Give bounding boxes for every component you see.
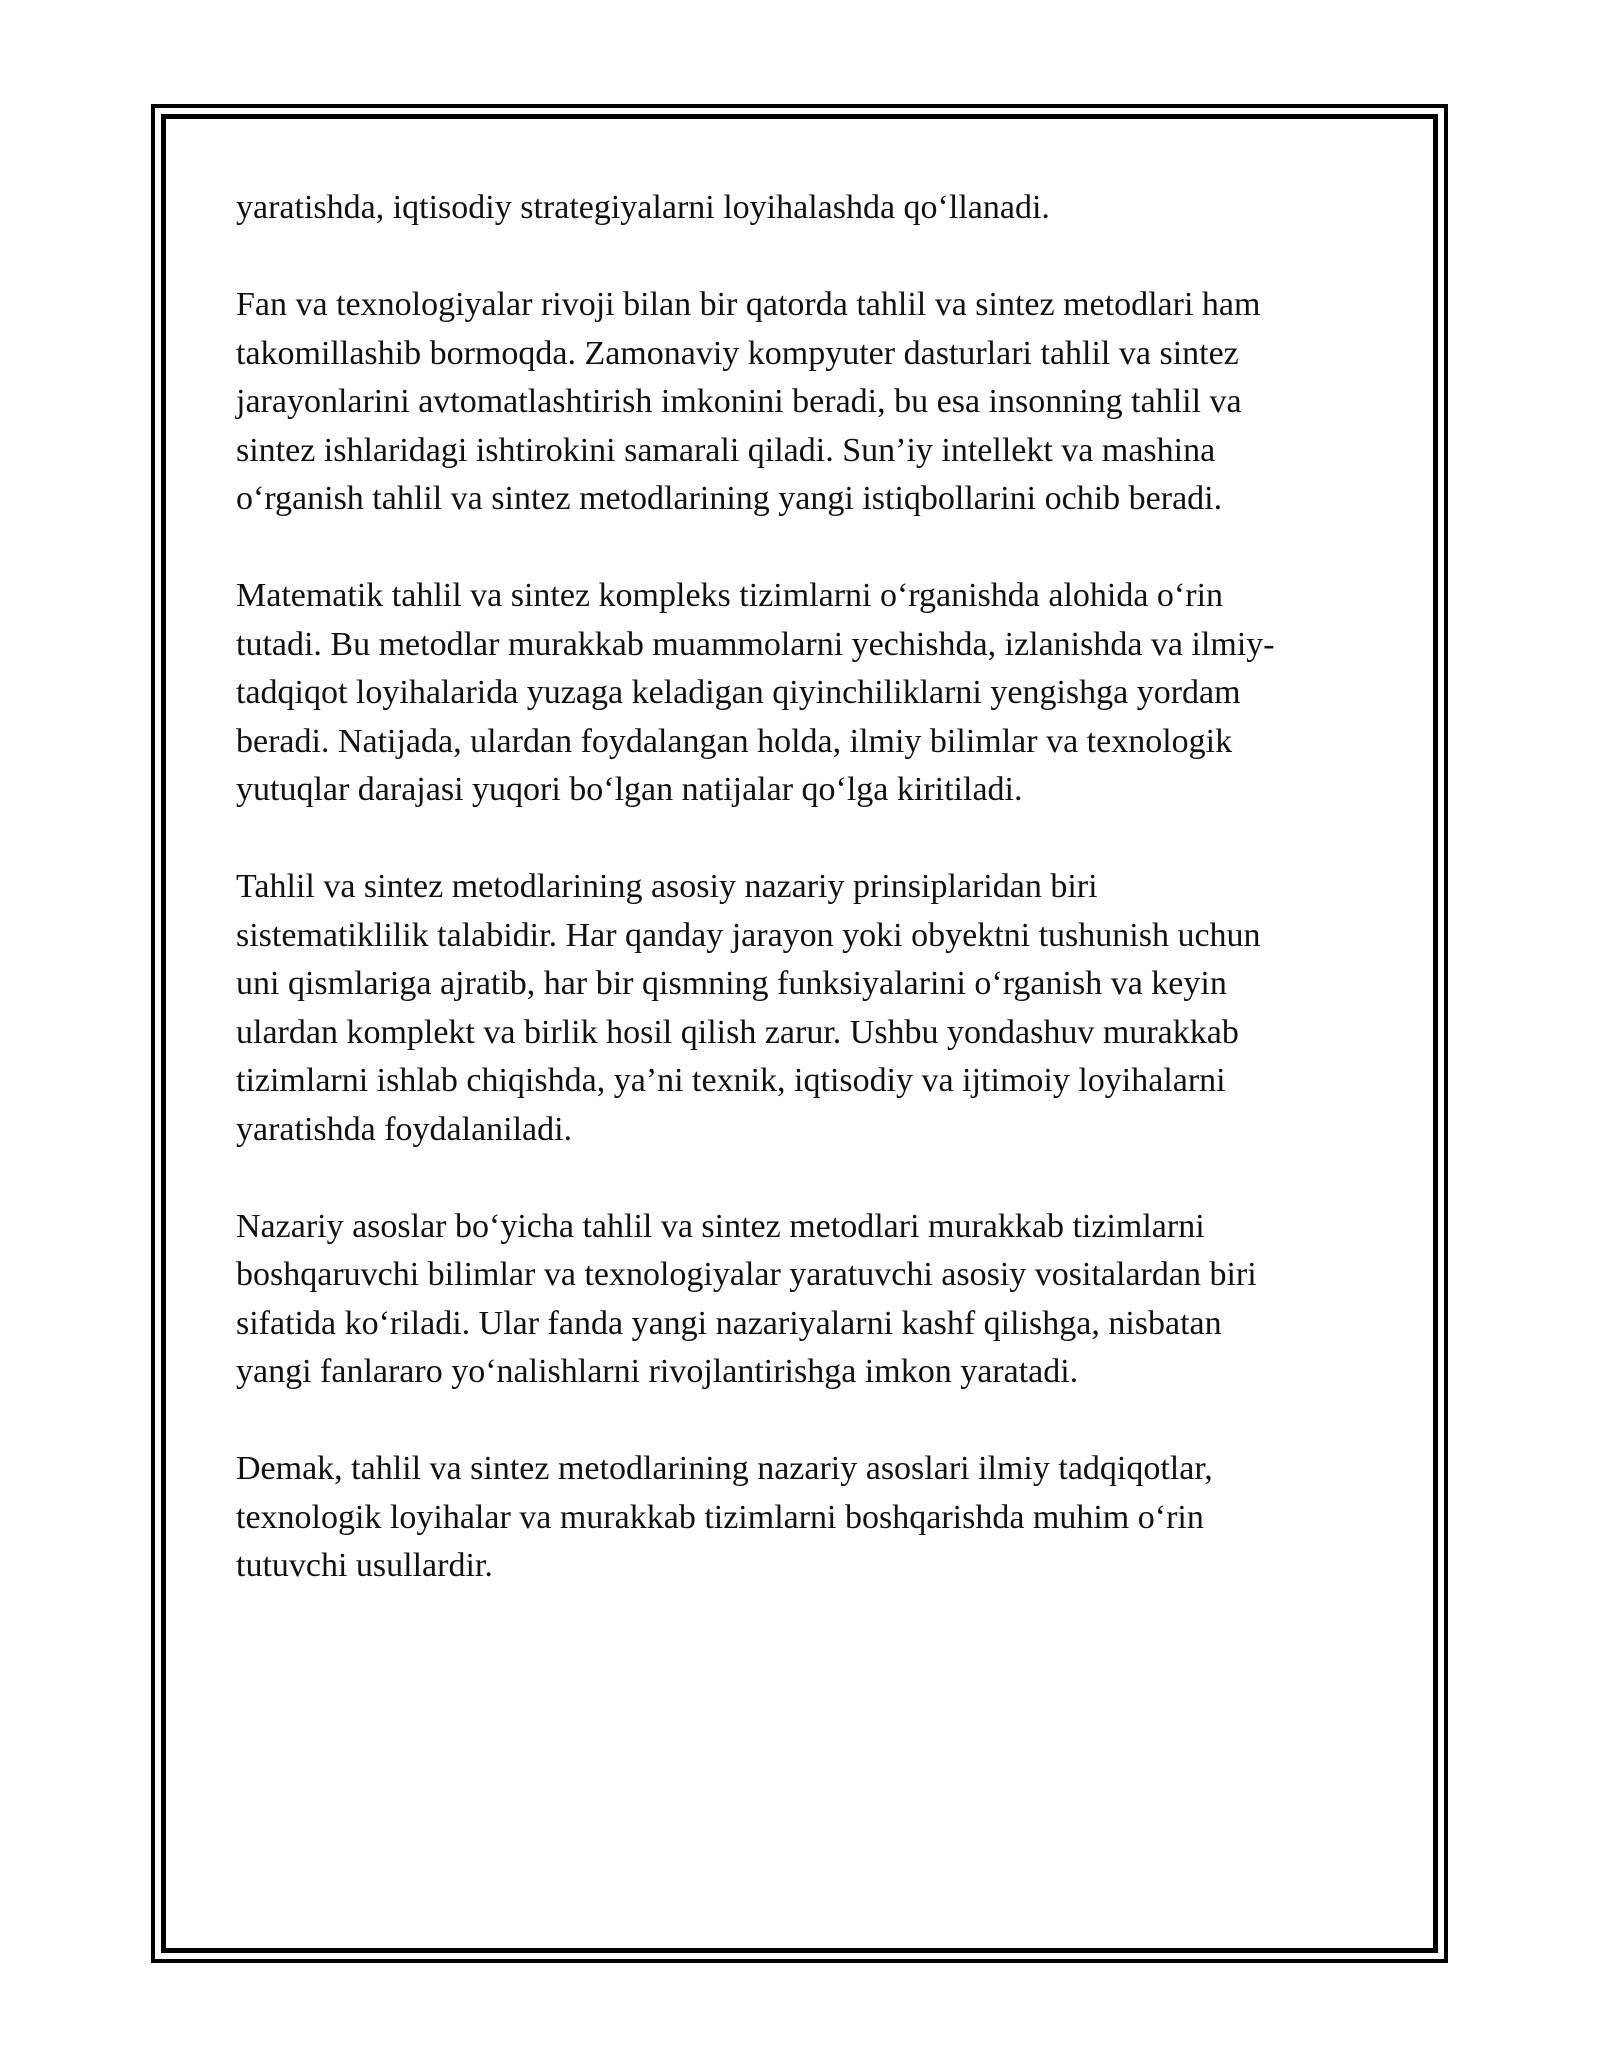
text-line: jarayonlarini avtomatlashtirish imkonini beradi, bu esa insonning tahlil va (236, 383, 1242, 420)
text-line: yutuqlar darajasi yuqori boʻlgan natijalar qoʻlga kiritiladi. (236, 771, 1023, 808)
text-line: Matematik tahlil va sintez kompleks tizimlarni oʻrganishda alohida oʻrin (236, 577, 1224, 614)
text-line: takomillashib bormoqda. Zamonaviy kompyuter dasturlari tahlil va sintez (236, 334, 1239, 372)
text-line: oʻrganish tahlil va sintez metodlarining yangi istiqbollarini ochib beradi. (236, 480, 1223, 517)
text-line: boshqaruvchi bilimlar va texnologiyalar yaratuvchi asosiy vositalardan biri (236, 1256, 1257, 1293)
text-line: uni qismlariga ajratib, har bir qismning funksiyalarini oʻrganish va keyin (236, 965, 1227, 1002)
text-line: sintez ishlaridagi ishtirokini samarali qiladi. Sun’iy intellekt va mashina (236, 431, 1216, 469)
paragraph-3 (236, 572, 1376, 815)
text-line: sistematiklilik talabidir. Har qanday jarayon yoki obyektni tushunish uchun (236, 916, 1261, 954)
text-line: yaratishda foydalaniladi. (236, 1110, 573, 1148)
text-line: ulardan komplekt va birlik hosil qilish zarur. Ushbu yondashuv murakkab (236, 1013, 1239, 1051)
text-line: Tahlil va sintez metodlarining asosiy nazariy prinsiplaridan biri (236, 868, 1098, 905)
text-line: tutadi. Bu metodlar murakkab muammolarni yechishda, izlanishda va ilmiy- (236, 625, 1275, 663)
text-line: tadqiqot loyihalarida yuzaga keladigan qiyinchiliklarni yengishga yordam (236, 674, 1241, 711)
text-line: tutuvchi usullardir. (236, 1547, 493, 1584)
paragraph-4 (236, 863, 1376, 1154)
text-line: Demak, tahlil va sintez metodlarining nazariy asoslari ilmiy tadqiqotlar, (236, 1450, 1213, 1487)
paragraph-6 (236, 1445, 1376, 1591)
text-line: Fan va texnologiyalar rivoji bilan bir qatorda tahlil va sintez metodlari ham (236, 286, 1261, 323)
document-body (236, 184, 1376, 1639)
paragraph-5 (236, 1203, 1376, 1397)
text-line: tizimlarni ishlab chiqishda, ya’ni texnik, iqtisodiy va ijtimoiy loyihalarni (236, 1062, 1226, 1099)
text-line: Nazariy asoslar boʻyicha tahlil va sintez metodlari murakkab tizimlarni (236, 1207, 1205, 1245)
text-line: texnologik loyihalar va murakkab tizimlarni boshqarishda muhim oʻrin (236, 1498, 1204, 1536)
paragraph-1 (236, 184, 1376, 233)
text-line: yangi fanlararo yoʻnalishlarni rivojlantirishga imkon yaratadi. (236, 1353, 1079, 1390)
paragraph-2 (236, 281, 1376, 524)
text-line: beradi. Natijada, ulardan foydalangan holda, ilmiy bilimlar va texnologik (236, 722, 1233, 760)
text-line: yaratishda, iqtisodiy strategiyalarni loyihalashda qoʻllanadi. (236, 189, 1050, 226)
text-line: sifatida koʻriladi. Ular fanda yangi nazariyalarni kashf qilishga, nisbatan (236, 1304, 1222, 1342)
